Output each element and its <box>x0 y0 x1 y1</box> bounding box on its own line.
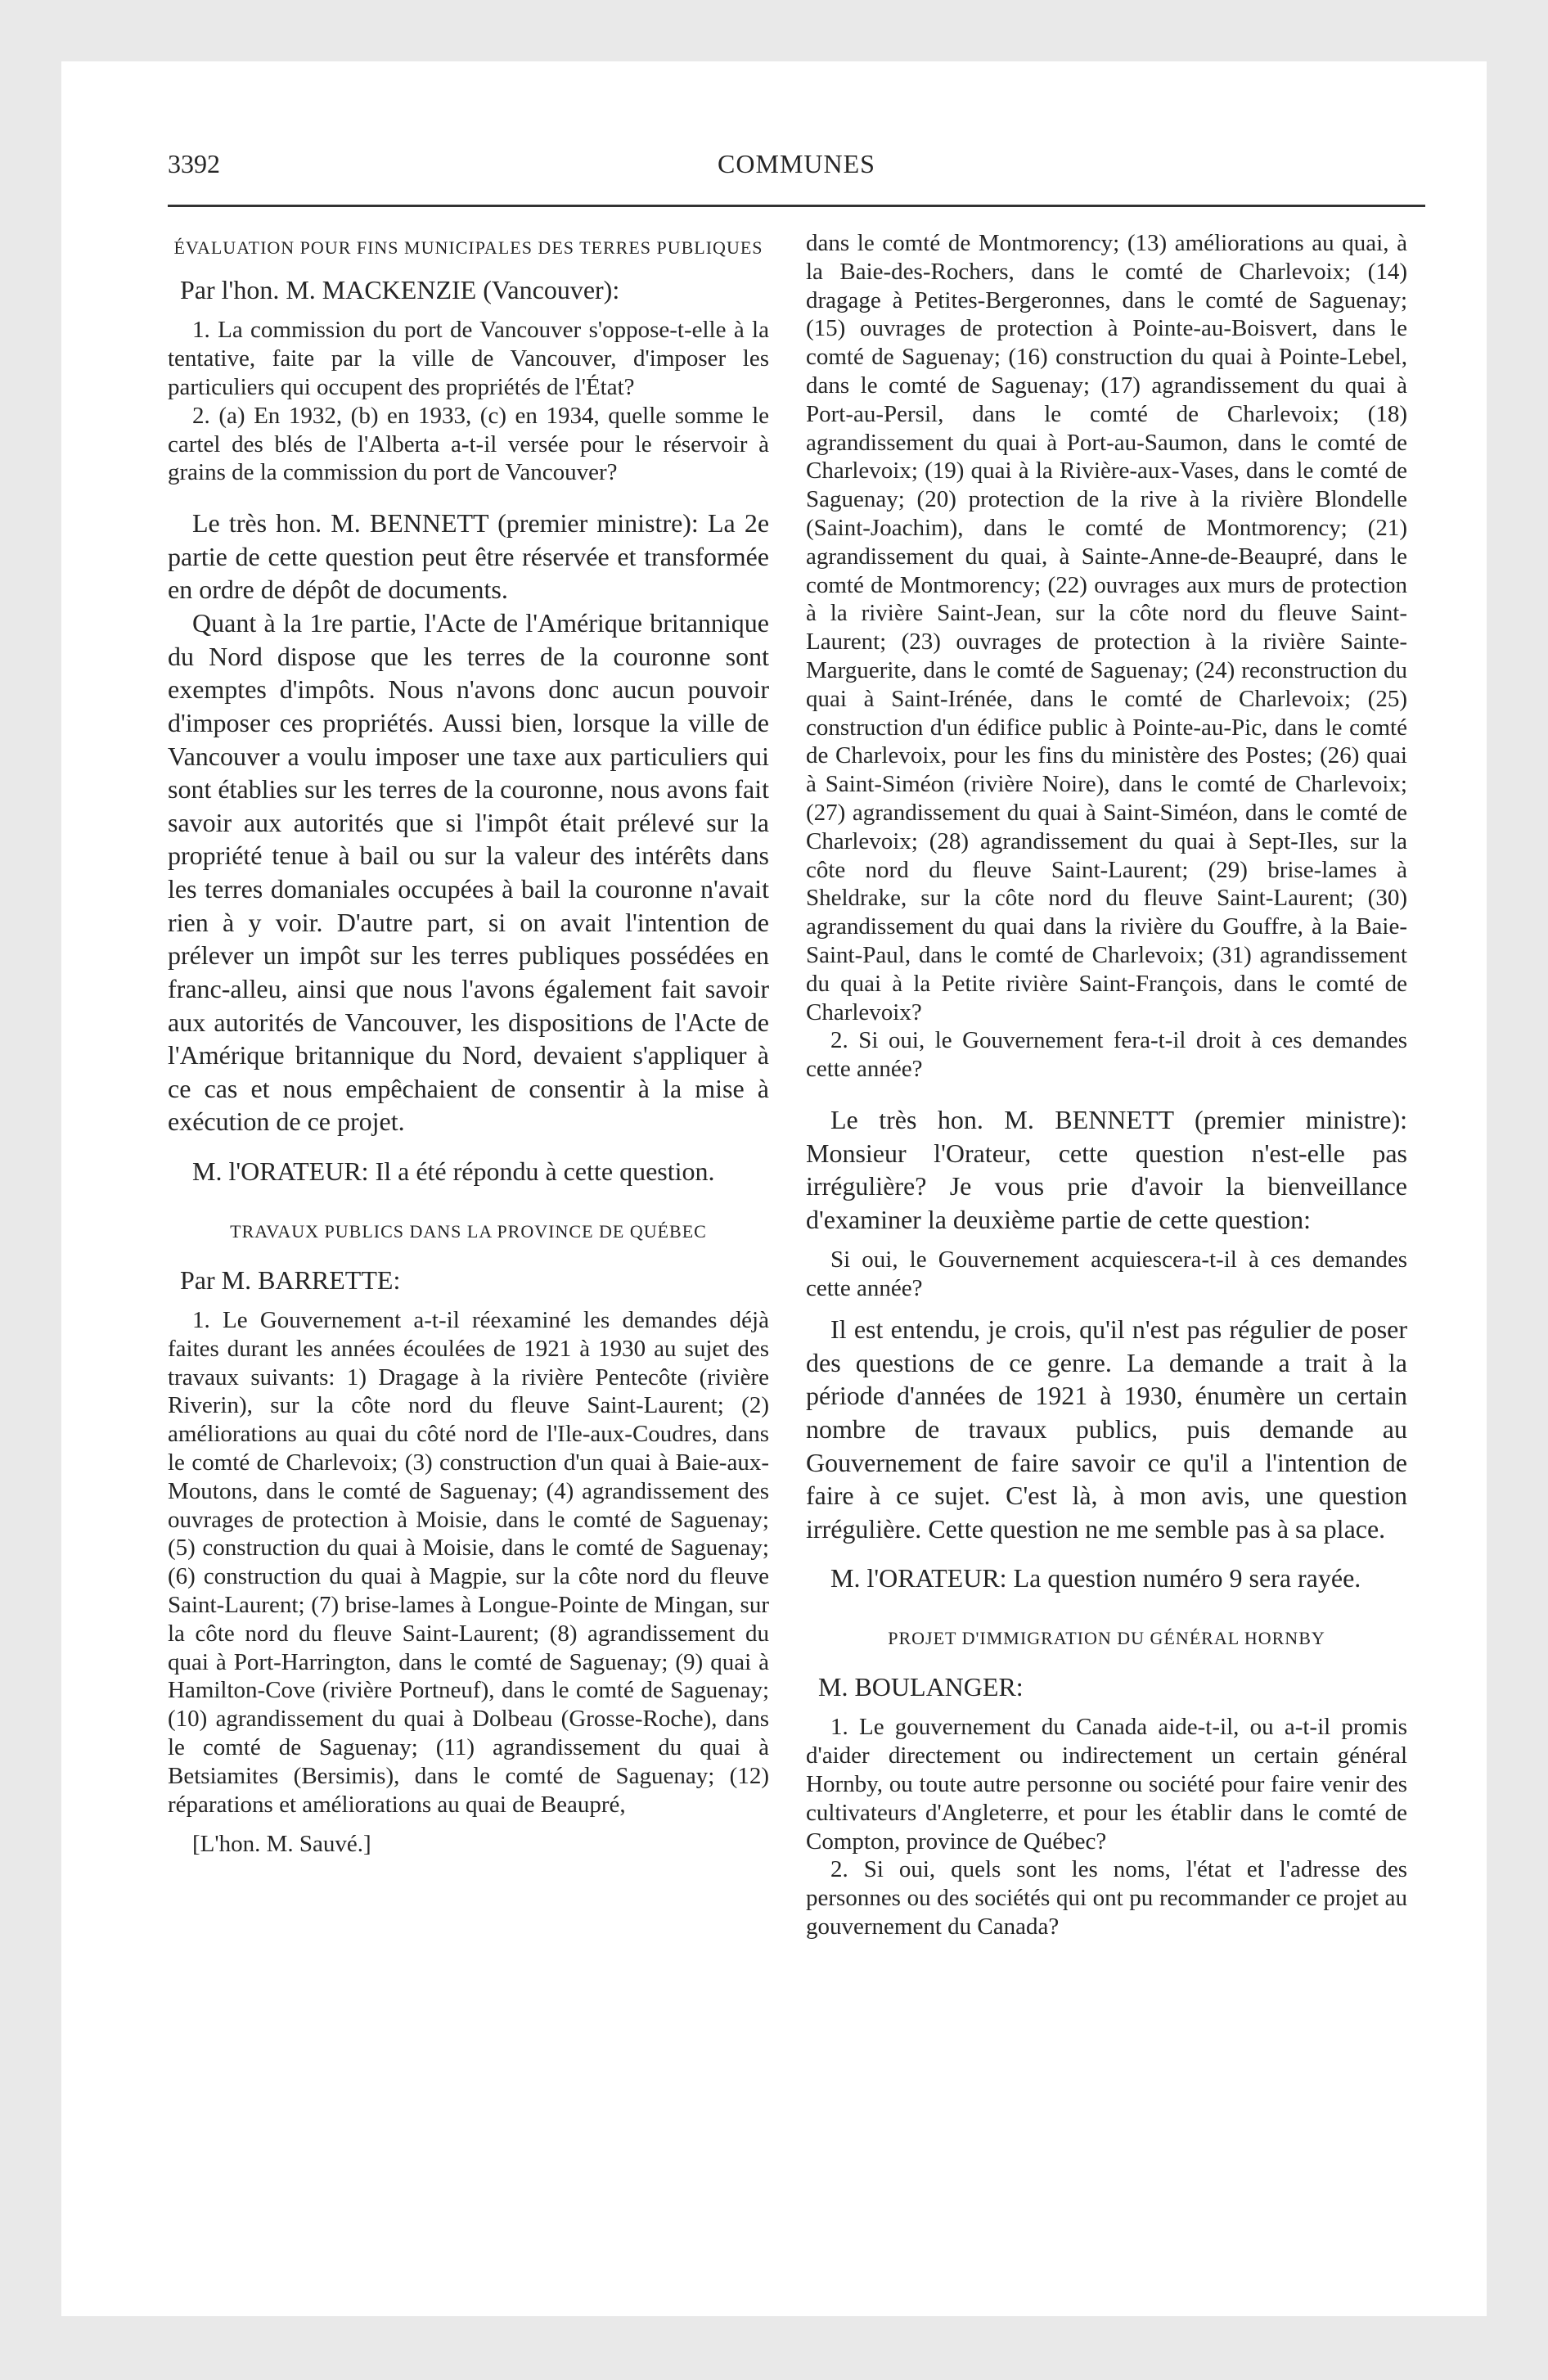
asker-barrette: Par M. BARRETTE: <box>180 1265 401 1296</box>
reply-bennett-2: Quant à la 1re partie, l'Acte de l'Amérique britannique du Nord dispose que les terres de la couronne sont exemptes d'impôts. Nous n'avons donc aucun pouvoir d'imposer ces propriétés. Aussi bien, lorsque la ville de Vancouver a voulu imposer une taxe aux particuliers qui sont établies sur les terres de la couronne, nous avons fait savoir aux autorités que si l'impôt était prélevé sur la propriété tenue à bail ou sur la valeur des intérêts dans les terres domaniales occupées à bail la couronne n'avait rien à y voir. D'autre part, si on avait l'intention de prélever un impôt sur les terres publiques possédées en franc-alleu, ainsi que nous l'avons également fait savoir aux autorités de Vancouver, les dispositions de l'Acte de l'Amérique britannique du Nord, devaient s'appliquer à ce cas et nous empêchaient de consentir à la mise à exécution de ce projet. <box>168 608 769 1137</box>
right-column <box>806 229 1407 1941</box>
running-title: COMMUNES <box>718 149 875 178</box>
question-travaux-1: 1. Le Gouvernement a-t-il réexaminé les demandes déjà faites durant les années écoulées de 1921 à 1930 au sujet des travaux suivants: 1) Dragage à la rivière Pentecôte (rivière Riverin), sur la côte nord du fleuve Saint-Laurent; (2) améliorations au quai du côté nord de l'Ile-aux-Coudres, dans le comté de Charlevoix; (3) construction d'un quai à Baie-aux-Moutons, dans le comté de Saguenay; (4) agrandissement des ouvrages de protection à Moisie, dans le comté de Saguenay; (5) construction du quai à Moisie, dans le comté de Saguenay; (6) construction du quai à Magpie, sur la côte nord du fleuve Saint-Laurent; (7) brise-lames à Longue-Pointe de Mingan, sur la côte nord du fleuve Saint-Laurent; (8) agrandissement du quai à Port-Harrington, dans le comté de Saguenay; (9) quai à Hamilton-Cove (rivière Portneuf), dans le comté de Saguenay; (10) agrandissement du quai à Dolbeau (Grosse-Roche), dans le comté de Saguenay; (11) agrandissement du quai à Betsiamites (Bersimis), dans le comté de Saguenay; (12) réparations et améliorations au quai de Beaupré, <box>168 1307 769 1818</box>
reply-bennett-4: Il est entendu, je crois, qu'il n'est pas régulier de poser des questions de ce genre. La demande a trait à la période d'années de 1921 à 1930, énumère un certain nombre de travaux publics, puis demande au Gouvernement de faire savoir ce qu'il a l'intention de faire à ce sujet. C'est là, à mon avis, une question irrégulière. Cette question ne me semble pas à sa place. <box>806 1314 1407 1544</box>
reply-bennett-3 <box>806 1103 1407 1237</box>
question-hornby-2: 2. Si oui, quels sont les noms, l'état et l'adresse des personnes ou des sociétés qui ont pu recommander ce projet au gouvernement du Canada? <box>806 1856 1407 1940</box>
orateur-remark <box>168 1155 769 1188</box>
question-hornby-1: 1. Le gouvernement du Canada aide-t-il, ou a-t-il promis d'aider directement ou indirectement un certain général Hornby, ou toute autre personne ou société pour faire venir des cultivateurs d'Angleterre, et pour les établir dans le comté de Compton, province de Québec? <box>806 1714 1407 1855</box>
question-1: 1. La commission du port de Vancouver s'oppose-t-elle à la tentative, faite par la ville de Vancouver, d'imposer les particuliers qui occupent des propriétés de l'État? <box>168 317 769 400</box>
reply-text-2: Monsieur l'Orateur, cette question n'est-elle pas irrégulière? Je vous prie d'avoir la bienveillance d'examiner la deuxième partie de cette question: <box>806 1138 1407 1234</box>
question-travaux-2: 2. Si oui, le Gouvernement fera-t-il droit à ces demandes cette année? <box>806 1027 1407 1083</box>
section-heading-travaux: TRAVAUX PUBLICS DANS LA PROVINCE DE QUÉBEC <box>230 1220 707 1242</box>
question-2: 2. (a) En 1932, (b) en 1933, (c) en 1934, quelle somme le cartel des blés de l'Alberta a-t-il versée pour le réservoir à grains de la commission du port de Vancouver? <box>168 402 769 486</box>
page-header <box>168 149 1425 178</box>
section-heading-hornby: PROJET D'IMMIGRATION DU GÉNÉRAL HORNBY <box>888 1628 1325 1648</box>
speaker-orateur-2: M. l'ORATEUR: <box>830 1563 1007 1593</box>
left-column <box>168 229 769 1859</box>
asker-mackenzie: Par l'hon. M. MACKENZIE (Vancouver): <box>180 275 620 305</box>
quoted-question: Si oui, le Gouvernement acquiescera-t-il à ces demandes cette année? <box>806 1246 1407 1302</box>
reply-bennett-1 <box>168 507 769 606</box>
orateur-text: Il a été répondu à cette question. <box>375 1156 715 1187</box>
signature: [L'hon. M. Sauvé.] <box>192 1831 371 1858</box>
asker-boulanger: M. BOULANGER: <box>818 1672 1024 1702</box>
speaker-bennett: Le très hon. M. BENNETT (premier ministre): <box>192 508 699 539</box>
reply-text: La 2e partie de cette question peut être réservée et transformée en ordre de dépôt de documents. <box>168 508 770 605</box>
header-rule <box>168 205 1425 207</box>
page-number: 3392 <box>168 149 220 178</box>
question-travaux-continued: dans le comté de Montmorency; (13) améliorations au quai, à la Baie-des-Rochers, dans le comté de Charlevoix; (14) dragage à Petites-Bergeronnes, dans le comté de Saguenay; (15) ouvrages de protection à Pointe-au-Boisvert, dans le comté de Saguenay; (16) construction du quai à Pointe-Lebel, dans le comté de Saguenay; (17) agrandissement du quai à Port-au-Persil, dans le comté de Charlevoix; (18) agrandissement du quai à Port-au-Saumon, dans le comté de Charlevoix; (19) quai à la Rivière-aux-Vases, dans le comté de Saguenay; (20) protection de la rive à la rivière Blondelle (Saint-Joachim), dans le comté de Montmorency; (21) agrandissement du quai, à Sainte-Anne-de-Beaupré, dans le comté de Montmorency; (22) ouvrages aux murs de protection à la rivière Saint-Jean, sur la côte nord du fleuve Saint-Laurent; (23) ouvrages de protection à la rivière Sainte-Marguerite, dans le comté de Saguenay; (24) reconstruction du quai à Saint-Irénée, dans le comté de Charlevoix; (25) construction d'un édifice public à Pointe-au-Pic, dans le comté de Charlevoix, pour les fins du ministère des Postes; (26) quai à Saint-Siméon (rivière Noire), dans le comté de Charlevoix; (27) agrandissement du quai à Saint-Siméon, dans le comté de Charlevoix; (28) agrandissement du quai à Sept-Iles, sur la côte nord du fleuve Saint-Laurent; (29) brise-lames à Sheldrake, sur la côte nord du fleuve Saint-Laurent; (30) agrandissement du quai dans la rivière du Gouffre, à la Baie-Saint-Paul, dans le comté de Charlevoix; (31) agrandissement du quai à la Petite rivière Saint-François, dans le comté de Charlevoix? <box>806 230 1407 1025</box>
speaker-bennett-2: Le très hon. M. BENNETT (premier ministre): <box>830 1104 1407 1134</box>
orateur-ruling-text: La question numéro 9 sera rayée. <box>1013 1563 1361 1593</box>
section-heading-evaluation: ÉVALUATION POUR FINS MUNICIPALES DES TERRES PUBLIQUES <box>173 237 763 258</box>
speaker-orateur: M. l'ORATEUR: <box>192 1156 369 1187</box>
orateur-ruling <box>806 1562 1407 1595</box>
